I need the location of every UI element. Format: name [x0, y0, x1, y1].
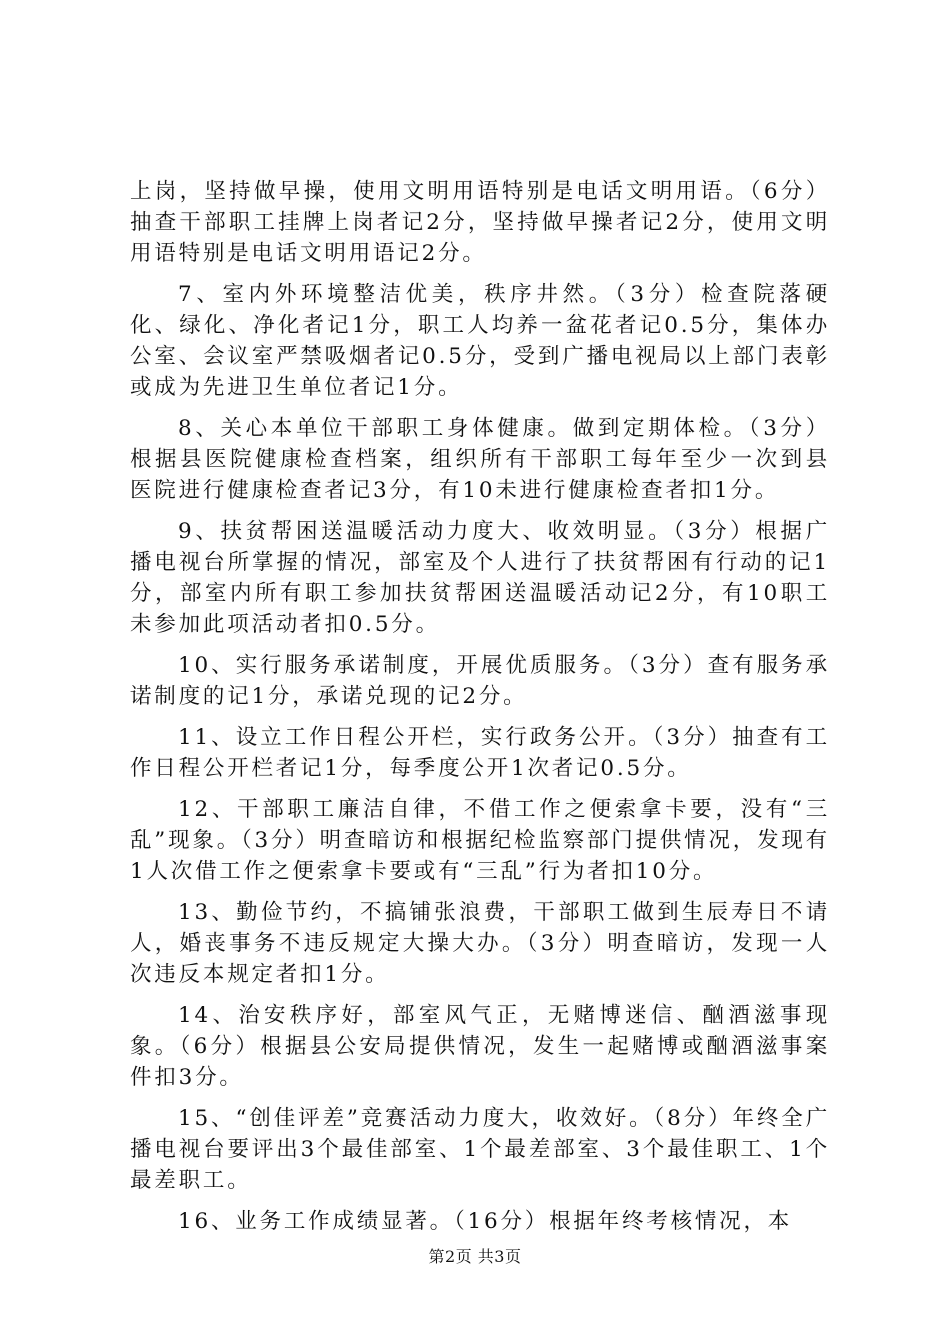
paragraph-continuation: 上岗，坚持做早操，使用文明用语特别是电话文明用语。（6分）抽查干部职工挂牌上岗者记2分，坚持做早操者记2分，使用文明用语特别是电话文明用语记2分。 — [130, 179, 830, 266]
paragraph-item-9: 9、扶贫帮困送温暖活动力度大、收效明显。（3分）根据广播电视台所掌握的情况，部室及个人进行了扶贫帮困有行动的记1分，部室内所有职工参加扶贫帮困送温暖活动记2分，有10职工未参加此项活动者扣0.5分。 — [130, 519, 830, 637]
page-number-footer: 第2页 共3页 — [428, 1247, 522, 1266]
paragraph-item-15: 15、“创佳评差”竞赛活动力度大，收效好。（8分）年终全广播电视台要评出3个最佳部室、1个最差部室、3个最佳职工、1个最差职工。 — [130, 1106, 830, 1193]
paragraph-item-16: 16、业务工作成绩显著。（16分）根据年终考核情况，本 — [178, 1209, 793, 1234]
paragraph-item-12: 12、干部职工廉洁自律，不借工作之便索拿卡要，没有“三乱”现象。（3分）明查暗访和根据纪检监察部门提供情况，发现有1人次借工作之便索拿卡要或有“三乱”行为者扣10分。 — [130, 797, 830, 884]
document-body — [130, 176, 830, 1247]
paragraph-item-13: 13、勤俭节约，不搞铺张浪费，干部职工做到生辰寿日不请人，婚丧事务不违反规定大操大办。（3分）明查暗访，发现一人次违反本规定者扣1分。 — [130, 900, 830, 987]
paragraph-item-7: 7、室内外环境整洁优美，秩序井然。（3分）检查院落硬化、绿化、净化者记1分，职工人均养一盆花者记0.5分，集体办公室、会议室严禁吸烟者记0.5分，受到广播电视局以上部门表彰或成为先进卫生单位者记1分。 — [130, 282, 830, 400]
paragraph-item-14: 14、治安秩序好，部室风气正，无赌博迷信、酗酒滋事现象。（6分）根据县公安局提供情况，发生一起赌博或酗酒滋事案件扣3分。 — [130, 1003, 830, 1090]
paragraph-item-8: 8、关心本单位干部职工身体健康。做到定期体检。（3分）根据县医院健康检查档案，组织所有干部职工每年至少一次到县医院进行健康检查者记3分，有10未进行健康检查者扣1分。 — [130, 416, 830, 503]
paragraph-item-11: 11、设立工作日程公开栏，实行政务公开。（3分）抽查有工作日程公开栏者记1分，每季度公开1次者记0.5分。 — [130, 725, 830, 781]
paragraph-item-10: 10、实行服务承诺制度，开展优质服务。（3分）查有服务承诺制度的记1分，承诺兑现的记2分。 — [130, 653, 830, 709]
